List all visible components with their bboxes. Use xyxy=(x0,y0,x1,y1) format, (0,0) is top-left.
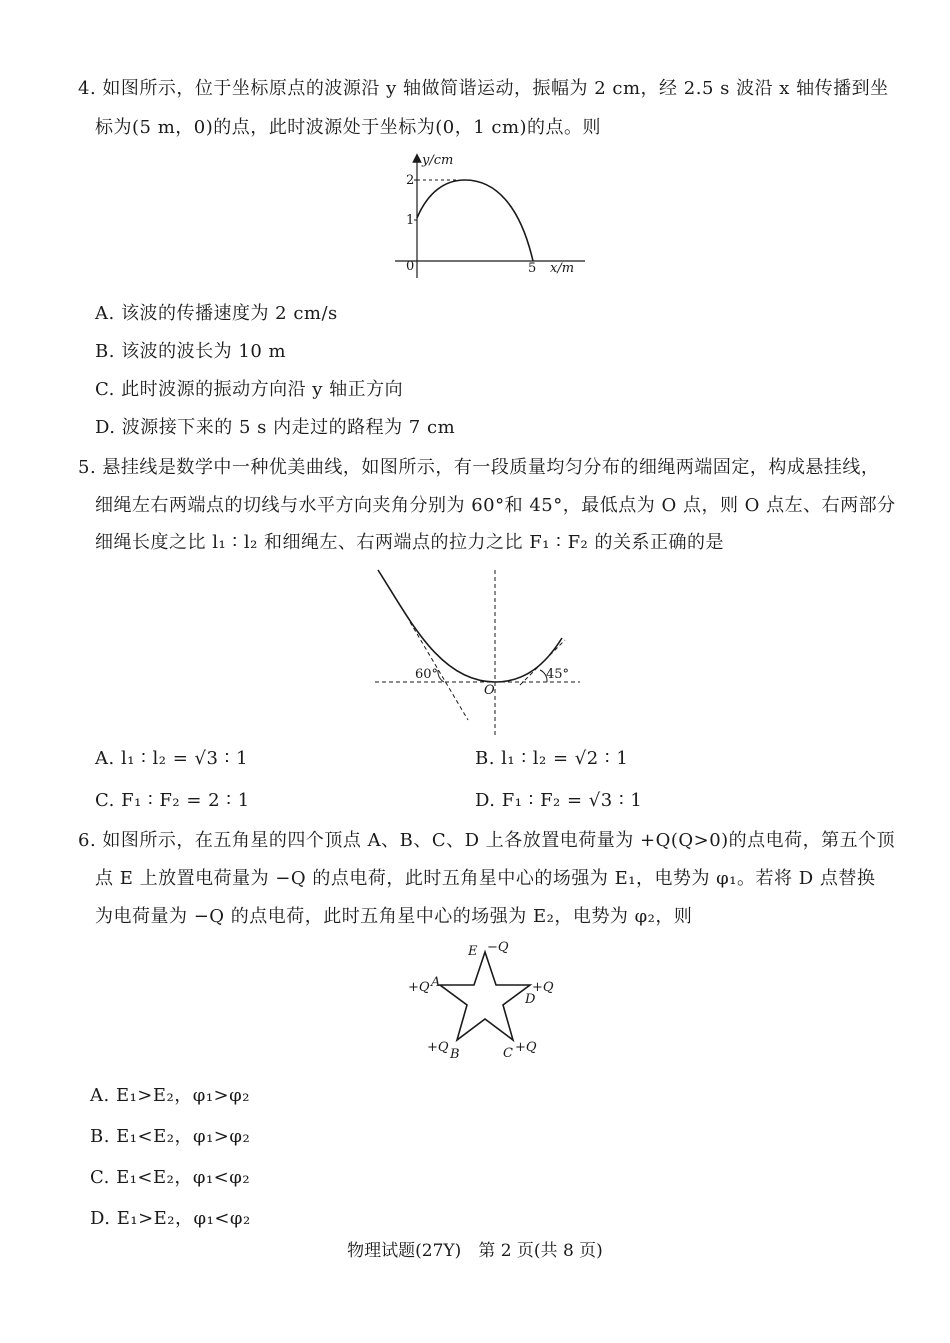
q6-vertex-c-charge: +Q xyxy=(515,1040,537,1055)
q6-stem-line-1: 6. 如图所示，在五角星的四个顶点 A、B、C、D 上各放置电荷量为 +Q(Q>0)的点电荷，第五个顶 xyxy=(78,830,896,851)
q5-stem-line-3: 细绳长度之比 l₁ ∶ l₂ 和细绳左、右两端点的拉力之比 F₁ ∶ F₂ 的关系正确的是 xyxy=(95,532,724,553)
q6-vertex-b-charge: +Q xyxy=(427,1040,449,1055)
q5-catenary-figure xyxy=(370,560,590,744)
q5-point-o-label: O xyxy=(484,683,495,698)
q5-option-a: A. l₁ ∶ l₂ = √3 ∶ 1 xyxy=(95,748,249,769)
q5-option-d: D. F₁ ∶ F₂ = √3 ∶ 1 xyxy=(475,790,643,811)
q5-option-c: C. F₁ ∶ F₂ = 2 ∶ 1 xyxy=(95,790,250,811)
q4-y-tick-2: 2 xyxy=(406,173,415,188)
q6-vertex-a-charge: +Q xyxy=(408,980,430,995)
page-footer: 物理试题(27Y) 第 2 页(共 8 页) xyxy=(347,1241,603,1261)
q6-vertex-d-charge: +Q xyxy=(532,980,554,995)
q4-x-axis-label: x/m xyxy=(550,261,575,276)
q5-left-angle-label: 60° xyxy=(415,667,439,682)
q4-option-b: B. 该波的波长为 10 m xyxy=(95,341,287,362)
q6-vertex-c-label: C xyxy=(503,1046,513,1061)
q6-option-d: D. E₁>E₂，φ₁<φ₂ xyxy=(90,1208,251,1229)
q6-option-a: A. E₁>E₂，φ₁>φ₂ xyxy=(90,1085,250,1106)
q6-option-c: C. E₁<E₂，φ₁<φ₂ xyxy=(90,1167,251,1188)
q4-stem-line-1: 4. 如图所示，位于坐标原点的波源沿 y 轴做简谐运动，振幅为 2 cm，经 2.5 s 波沿 x 轴传播到坐 xyxy=(78,78,889,99)
q4-y-tick-1: 1 xyxy=(406,213,415,228)
q6-vertex-e-label: E xyxy=(468,944,478,959)
q6-vertex-a-label: A xyxy=(431,975,441,990)
q4-y-axis-label: y/cm xyxy=(422,153,454,168)
q5-stem-line-2: 细绳左右两端点的切线与水平方向夹角分别为 60°和 45°，最低点为 O 点，则 O 点左、右两部分 xyxy=(95,495,896,516)
q5-stem-line-1: 5. 悬挂线是数学中一种优美曲线，如图所示，有一段质量均匀分布的细绳两端固定，构成悬挂线， xyxy=(78,457,880,478)
q6-star-figure xyxy=(395,935,575,1074)
q6-stem-line-2: 点 E 上放置电荷量为 −Q 的点电荷，此时五角星中心的场强为 E₁，电势为 φ₁。若将 D 点替换 xyxy=(95,868,876,889)
q4-stem-line-2: 标为(5 m，0)的点，此时波源处于坐标为(0，1 cm)的点。则 xyxy=(95,117,602,138)
q4-option-d: D. 波源接下来的 5 s 内走过的路程为 7 cm xyxy=(95,417,456,438)
q4-wave-curve xyxy=(417,180,533,261)
q6-vertex-b-label: B xyxy=(450,1047,460,1062)
q6-stem-line-3: 为电荷量为 −Q 的点电荷，此时五角星中心的场强为 E₂，电势为 φ₂，则 xyxy=(95,906,693,927)
q4-x-tick-5: 5 xyxy=(528,261,537,276)
q4-origin-label: 0 xyxy=(406,259,415,274)
q6-star-outline xyxy=(440,952,530,1040)
q5-option-b: B. l₁ ∶ l₂ = √2 ∶ 1 xyxy=(475,748,629,769)
q4-option-c: C. 此时波源的振动方向沿 y 轴正方向 xyxy=(95,379,404,400)
q6-option-b: B. E₁<E₂，φ₁>φ₂ xyxy=(90,1126,251,1147)
q6-vertex-d-label: D xyxy=(525,992,536,1007)
q5-right-angle-label: 45° xyxy=(546,667,570,682)
q4-wave-graph xyxy=(370,150,600,289)
q5-catenary-curve xyxy=(378,570,562,682)
q6-vertex-e-charge: −Q xyxy=(487,940,509,955)
q4-option-a: A. 该波的传播速度为 2 cm/s xyxy=(95,303,338,324)
